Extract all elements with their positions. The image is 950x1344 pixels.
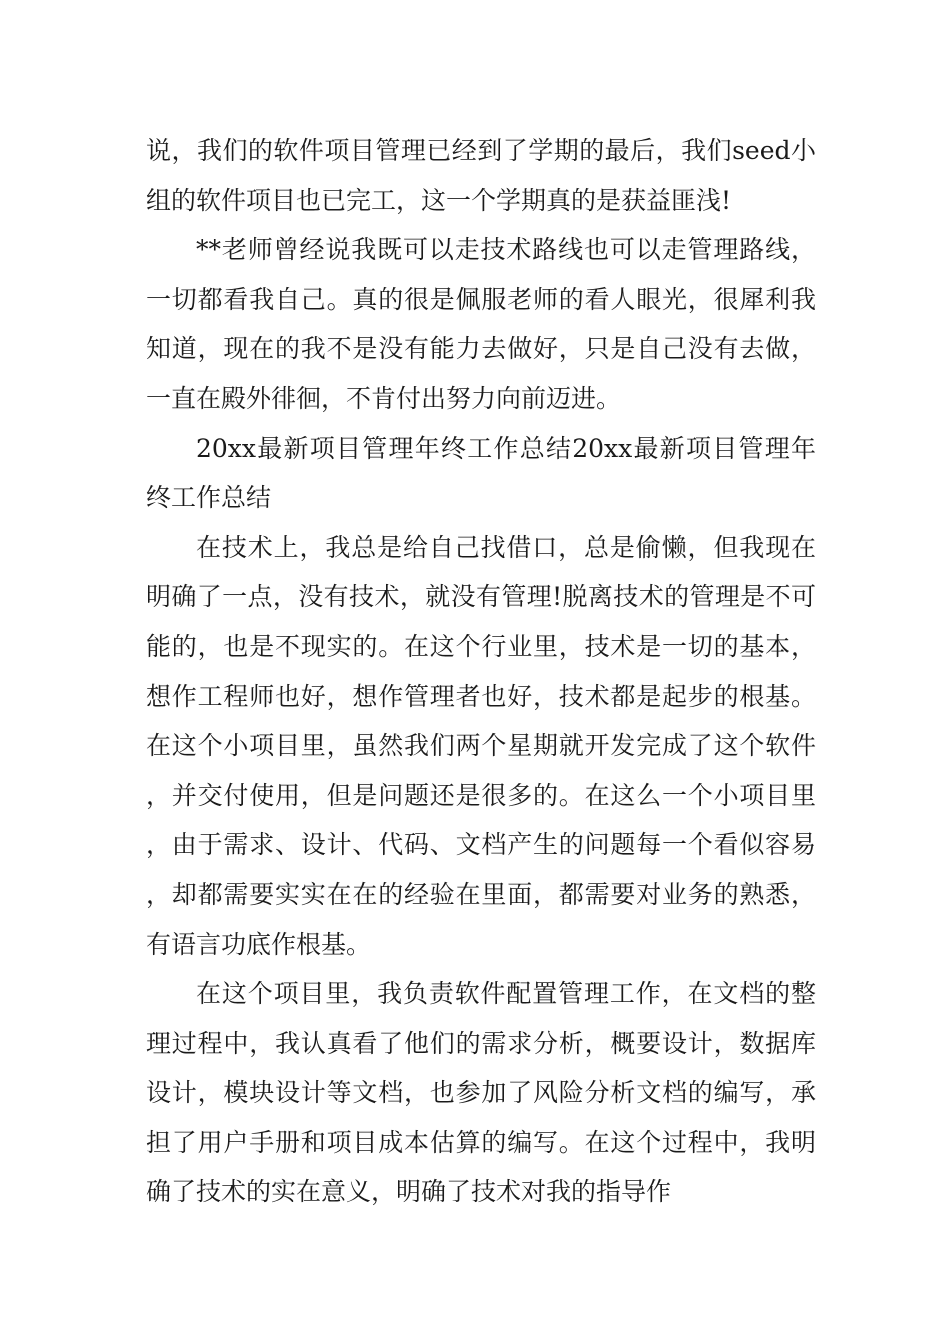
- paragraph-config-management: 在这个项目里，我负责软件配置管理工作，在文档的整理过程中，我认真看了他们的需求分析，概要设计，数据库设计，模块设计等文档，也参加了风险分析文档的编写，承担了用户手册和项目成本估算的编写。在这个过程中，我明确了技术的实在意义，明确了技术对我的指导作: [146, 979, 816, 1207]
- paragraph-technology: 在技术上，我总是给自己找借口，总是偷懒，但我现在明确了一点，没有技术，就没有管理!脱离技术的管理是不可能的，也是不现实的。在这个行业里，技术是一切的基本，想作工程师也好，想作管理者也好，技术都是起步的根基。在这个小项目里，虽然我们两个星期就开发完成了这个软件，并交付使用，但是问题还是很多的。在这么一个小项目里，由于需求、设计、代码、文档产生的问题每一个看似容易，却都需要实实在在的经验在里面，都需要对业务的熟悉，有语言功底作根基。: [146, 532, 816, 959]
- paragraph-continuation: 说，我们的软件项目管理已经到了学期的最后，我们seed小组的软件项目也已完工，这一个学期真的是获益匪浅!: [146, 136, 816, 215]
- paragraph-heading-summary: 20xx最新项目管理年终工作总结20xx最新项目管理年终工作总结: [146, 433, 816, 513]
- document-body: [146, 126, 816, 1217]
- paragraph-teacher-advice: **老师曾经说我既可以走技术路线也可以走管理路线，一切都看我自己。真的很是佩服老师的看人眼光，很犀利我知道，现在的我不是没有能力去做好，只是自己没有去做，一直在殿外徘徊，不肯付出努力向前迈进。: [146, 235, 816, 413]
